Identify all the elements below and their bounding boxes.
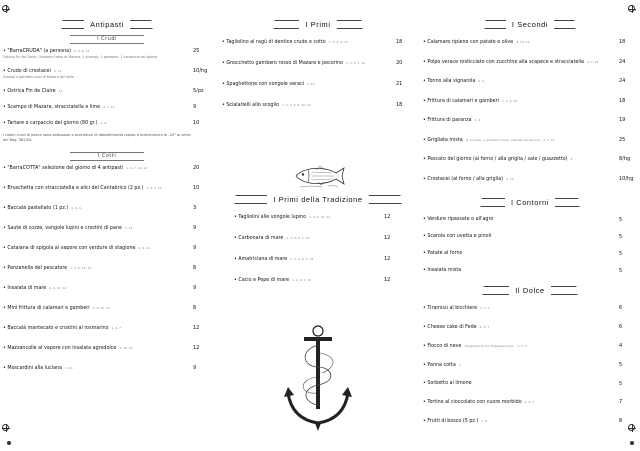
menu-item-name: • Fiocco di neve [423, 344, 462, 349]
registration-mark-icon [2, 424, 9, 431]
menu-item-name: • Tagliolini alle vongole lupino [234, 215, 307, 220]
menu-item-name: • Cacio e Pepe di mare [234, 278, 290, 283]
menu-item-name: • Insalata mista [423, 268, 462, 273]
menu-item [423, 234, 637, 240]
anchor-illustration-icon [282, 323, 354, 433]
allergen-codes: 1, 4 [474, 118, 481, 122]
allergen-codes: 1, 3, 7 [517, 344, 527, 348]
contorni-title: I Contorni [505, 198, 555, 207]
allergen-codes: 4, 8 [100, 121, 107, 125]
menu-item-name: • Tonno alla vignarola [423, 79, 476, 84]
menu-item [423, 217, 637, 223]
tradizione-title: I Primi della Tradizione [267, 195, 368, 204]
allergen-codes: 1, 4, 7 [111, 326, 122, 331]
allergen-codes: 4, 7, 14 [586, 59, 599, 64]
registration-mark-icon [628, 424, 635, 431]
contorni-list [423, 217, 637, 274]
menu-item [3, 265, 211, 272]
menu-item-name: • Ostrica Fin de Claire [3, 89, 56, 94]
menu-item-price: 12 [193, 325, 200, 332]
menu-item [423, 78, 637, 85]
menu-item-price: 25 [193, 48, 200, 54]
menu-item-name-wrap [423, 234, 619, 240]
menu-item-name-wrap [234, 235, 384, 242]
menu-item-price: 8 [193, 265, 197, 272]
menu-item-note: (fragrante di Ciro Poppella) al pz. [464, 344, 515, 348]
menu-item-name: • Carbonara di mare [234, 236, 284, 241]
menu-item-name: • Patate al forno [423, 251, 463, 256]
menu-item-name-wrap [222, 39, 396, 46]
menu-item-name-wrap [423, 399, 619, 406]
secondi-section [423, 18, 637, 424]
menu-item-price: 21 [396, 81, 403, 87]
menu-item-name: • Panzanella del pescatore [3, 266, 68, 272]
menu-item-price: 8 [193, 305, 197, 312]
menu-item-name: • Cheese cake di Fede [423, 325, 477, 330]
menu-item-name: • Spaghettone con vongole veraci [222, 82, 305, 87]
allergen-codes: 1, 4, 7, 12, 14 [126, 166, 148, 171]
menu-item [234, 256, 402, 263]
menu-item-name: • Baccalà pastellato (1 pz.) [3, 206, 69, 212]
menu-item-price: 5 [619, 381, 623, 387]
menu-item-description: Ostrica Fin de Claire, Gambero rosso di Mazara, 1 scampo, 1 gambero, 1 carpaccio del giorno [3, 55, 158, 59]
menu-item-name: • Frittura di paranza [423, 118, 472, 123]
menu-item [3, 365, 211, 372]
allergen-codes: 1, 2, 4, 7, 12 [292, 278, 312, 282]
menu-item-name: • Amatriciana di mare [234, 257, 288, 262]
menu-item-name-wrap [3, 205, 193, 212]
antipasti-banner [61, 18, 153, 31]
allergen-codes: 2, 4, 8, 14 [74, 49, 90, 53]
menu-item-price: 9 [193, 285, 197, 292]
allergen-codes: 1, 14 [65, 366, 73, 371]
menu-item-price: 10 [193, 120, 200, 126]
menu-item [3, 104, 211, 111]
menu-item-name: • "BarraCOTTA" selezione del giorno di 4 antipasti [3, 166, 124, 172]
menu-item-price: 25 [619, 136, 626, 143]
allergen-codes: 1, 3, 9, 12, 14 [309, 215, 331, 219]
primi-section [222, 18, 414, 283]
secondi-title: I Secondi [506, 20, 554, 29]
allergen-codes: 1, 2, 3, 7, 12 [345, 61, 366, 65]
menu-item-name: • Scialatielli allo scoglio [222, 103, 280, 108]
menu-item [3, 305, 211, 312]
allergen-codes: 2, 7, 12 [103, 105, 115, 109]
menu-item [423, 59, 637, 66]
menu-item-price: 10/hg [193, 68, 208, 74]
menu-item [423, 305, 637, 312]
menu-item-price: 3 [193, 205, 197, 212]
menu-item-price: 9 [193, 225, 197, 232]
primi-title: I Primi [299, 20, 336, 29]
allergen-codes: 4, 9 [478, 79, 485, 83]
allergen-codes: 1, 14 [307, 82, 315, 86]
menu-item [3, 245, 211, 252]
allergen-codes: 2, 12 [53, 69, 62, 73]
menu-item-price: 6 [619, 305, 623, 311]
crudi-subheading: I Crudi [70, 35, 144, 44]
menu-item-name-wrap [423, 324, 619, 331]
menu-item-name: • Pescato del giorno (al forno / alla griglia / sale / guazzetto) [423, 157, 568, 162]
menu-item-price: 10 [193, 185, 200, 192]
menu-item-note: (1 scampo, 2 gamberi, tonno, pescato del giorno) [465, 137, 541, 142]
dolce-banner [482, 284, 578, 297]
menu-item-name-wrap [423, 156, 619, 163]
menu-item-name-wrap [3, 48, 193, 59]
menu-item-price: 8 [619, 418, 623, 424]
allergen-codes: 1, 2, 4, 14 [501, 98, 518, 103]
contorni-section [423, 196, 637, 274]
menu-item-name: • Gnocchetto gambero rosso di Mazara e pecorino [222, 61, 343, 66]
menu-item-name-wrap [222, 102, 396, 109]
menu-item-name-wrap [3, 88, 193, 95]
menu-item-price: 18 [396, 39, 403, 45]
menu-item-name: • Verdure ripassate o all'agro [423, 217, 494, 222]
menu-item-name: • Sauté di cozze, vongole lupini e crostini di pane [3, 226, 122, 232]
menu-item-price: 18 [619, 97, 626, 104]
menu-item-name-wrap [423, 117, 619, 124]
menu-item-name: • Panna cotta [423, 363, 456, 368]
menu-item-price: 12 [193, 345, 200, 352]
menu-item-price: 5 [619, 234, 623, 240]
menu-item-price: 10/hg [619, 175, 634, 182]
menu-item-name-wrap [423, 217, 619, 223]
menu-item-name: • Moscardini alla luciana [3, 366, 62, 372]
menu-item-name-wrap [423, 78, 619, 85]
dolce-list [423, 305, 637, 425]
menu-item [3, 225, 211, 232]
menu-item [222, 81, 414, 88]
menu-item-name-wrap [3, 365, 193, 372]
menu-item [234, 235, 402, 242]
menu-item [423, 324, 637, 331]
menu-item [3, 120, 211, 127]
menu-item-name: • Calamaro ripieno con patate e olive [423, 40, 514, 45]
menu-item-name-wrap [423, 137, 619, 144]
menu-item [222, 102, 414, 109]
menu-item-name-wrap [3, 120, 193, 127]
menu-item-name-wrap [3, 104, 193, 111]
menu-item [3, 165, 211, 172]
menu-item-price: 4 [619, 343, 623, 349]
primi-banner [273, 18, 363, 31]
allergen-codes: 4 [570, 157, 573, 161]
menu-item [423, 251, 637, 257]
menu-item-name: • Crudo di crostacei [3, 69, 51, 74]
menu-item [423, 98, 637, 105]
menu-item-price: 12 [384, 277, 391, 283]
menu-item-price: 5/pz [193, 88, 204, 94]
crudi-list [3, 48, 211, 127]
menu-item-price: 9 [193, 104, 197, 110]
menu-item-name: • Scampo di Mazara, stracciatella e lime [3, 105, 101, 110]
menu-item [3, 285, 211, 292]
registration-dot-icon [7, 441, 11, 445]
menu-item-name-wrap [222, 81, 396, 88]
menu-item [222, 60, 414, 67]
menu-item-name-wrap [234, 214, 384, 221]
antipasti-section [3, 18, 211, 372]
menu-item-name-wrap [423, 343, 619, 350]
allergen-codes: 1, 8 [481, 419, 488, 423]
menu-item [234, 277, 402, 284]
menu-item [3, 325, 211, 332]
menu-item-name: • Tortino al cioccolato con cuore morbido [423, 400, 522, 405]
secondi-list [423, 39, 637, 183]
menu-item-name-wrap [423, 418, 619, 425]
menu-item [3, 185, 211, 192]
menu-item-name-wrap [222, 60, 396, 67]
menu-item [234, 214, 402, 221]
menu-item [423, 268, 637, 274]
antipasti-title: Antipasti [84, 20, 130, 29]
menu-item-name-wrap [423, 39, 619, 46]
menu-item-name-wrap [423, 98, 619, 105]
menu-item-name-wrap [3, 325, 193, 332]
menu-item-name: • Insalata di mare [3, 286, 47, 292]
fish-illustration-icon [292, 164, 346, 188]
menu-item-price: 12 [384, 235, 391, 241]
menu-item-price: 24 [619, 58, 626, 65]
allergen-codes: 1, 2, 4, 12, 14 [70, 266, 92, 271]
menu-item-name-wrap [3, 165, 193, 172]
menu-item [423, 39, 637, 46]
menu-item-price: 9 [193, 365, 197, 372]
menu-item [423, 117, 637, 124]
allergen-codes: 2, 12 [506, 176, 514, 181]
menu-item-price: 12 [384, 256, 391, 262]
menu-item-name-wrap [3, 245, 193, 252]
menu-item-name-wrap [423, 305, 619, 312]
menu-item-name: • Catalana di spigola al vapore con verdure di stagione [3, 246, 136, 252]
menu-item-name-wrap [3, 345, 193, 352]
allergen-codes: 14 [58, 89, 63, 93]
menu-item [423, 418, 637, 425]
menu-item-name-wrap [3, 185, 193, 192]
menu-item-name: • Bruschetta con stracciatella e alici del Cantabrico (2 pz.) [3, 186, 144, 192]
allergen-codes: 1, 2, 12, 14 [92, 306, 110, 311]
tradizione-list [234, 214, 402, 284]
dolce-title: Il Dolce [509, 286, 550, 295]
menu-item-price: 7 [619, 399, 623, 405]
cotti-subheading: I Cotti [70, 152, 144, 161]
allergen-codes: 2, 4, 14 [543, 137, 555, 142]
menu-item-name-wrap [234, 256, 384, 263]
allergen-codes: 1, 2, 4, 9, 7, 14 [290, 257, 314, 261]
allergen-codes: 1, 2, 3, 4, 7, 12 [286, 236, 310, 240]
menu-item-price: 9 [193, 245, 197, 252]
menu-item [423, 137, 637, 144]
menu-item [423, 176, 637, 183]
registration-mark-icon [628, 5, 635, 12]
menu-item-price: 20 [396, 60, 403, 66]
allergen-codes: 1, 4, 7, 12 [146, 186, 162, 191]
menu-item-name: • Mazzancolle al vapore con insalata agrodolce [3, 346, 117, 352]
menu-item-name: • Sorbetto al limone [423, 381, 472, 386]
menu-item-name-wrap [423, 251, 619, 257]
tradizione-banner [234, 193, 402, 206]
allergen-codes: 7 [458, 363, 461, 367]
raw-fish-note: I nostri crudi di pesce sono sottoposti a procedure di abbattimento rapido a temperatura di -20° ai sensi del Reg. 582/04. [3, 133, 191, 142]
menu-item-price: 8/hg [619, 156, 631, 162]
menu-item-name: • Tiramisù al bicchiere [423, 306, 478, 311]
menu-item-name: • Tagliolino al ragù di dentice crudo e cotto [222, 40, 326, 45]
allergen-codes: 2, 10, 12 [119, 346, 133, 351]
menu-item-price: 5 [619, 268, 623, 274]
menu-item-name-wrap [3, 68, 193, 79]
menu-item [3, 205, 211, 212]
allergen-codes: 1, 3, 4 [71, 206, 81, 211]
menu-item [3, 48, 211, 59]
menu-item-name-wrap [3, 265, 193, 272]
registration-mark-icon [2, 5, 9, 12]
menu-item-price: 5 [619, 251, 623, 257]
menu-item [423, 156, 637, 163]
registration-dot-icon [630, 441, 634, 445]
allergen-codes: 1, 2, 3, 4, 6, 12, 14 [282, 103, 311, 107]
menu-item-name-wrap [3, 305, 193, 312]
menu-item-name: • Baccalà mantecato e crostini al rosmarino [3, 326, 109, 332]
dolce-section [423, 284, 637, 425]
menu-item-name: • Frutti di bosco (5 pz.) [423, 419, 479, 424]
allergen-codes: 1, 3, 7 [479, 325, 490, 329]
menu-item [423, 381, 637, 387]
menu-item [3, 345, 211, 352]
menu-item [3, 68, 211, 79]
menu-item-price: 12 [384, 214, 391, 220]
allergen-codes: 2, 4, 12, 14 [49, 286, 67, 291]
menu-item-name: • Grigliata mista [423, 137, 463, 143]
menu-item-price: 18 [619, 39, 626, 45]
menu-item-name-wrap [423, 59, 619, 66]
menu-item-name-wrap [423, 381, 619, 387]
menu-item-name: • Tartare o carpaccio del giorno (80 gr.) [3, 121, 98, 126]
menu-item-name-wrap [234, 277, 384, 284]
menu-item-name-wrap [423, 268, 619, 274]
cotti-list [3, 165, 211, 372]
menu-item [423, 343, 637, 350]
menu-item-name: • Scarola con uvetta e pinoli [423, 234, 492, 239]
menu-item-description: Scampi e gamberi rossi di Mazara del Vallo [3, 75, 74, 79]
allergen-codes: 1, 14 [124, 226, 133, 231]
menu-item-name-wrap [3, 225, 193, 232]
menu-item-name: • Frittura di calamari e gamberi [423, 98, 499, 104]
menu-item-name: • Crostacei (al forno / alla griglia) [423, 176, 504, 182]
menu-item-name-wrap [423, 362, 619, 369]
menu-item-price: 18 [396, 102, 403, 108]
menu-item [222, 39, 414, 46]
menu-item-price: 24 [619, 78, 626, 84]
primi-list [222, 39, 414, 109]
contorni-banner [480, 196, 580, 209]
allergen-codes: 1, 3, 7 [524, 400, 535, 404]
menu-item-name: • "BarraCRUDA" (a persona) [3, 49, 71, 54]
allergen-codes: 4, 12, 14 [516, 40, 530, 44]
menu-item-price: 5 [619, 217, 623, 223]
menu-item-name: • Polpo verace rosticciato con zucchine alla scapece e stracciatella [423, 59, 584, 65]
menu-item-price: 19 [619, 117, 626, 123]
menu-item [3, 88, 211, 95]
menu-item-price: 20 [193, 165, 200, 172]
allergen-codes: 4, 9, 12 [138, 246, 150, 251]
secondi-banner [484, 18, 576, 31]
menu-item-name-wrap [3, 285, 193, 292]
menu-item-price: 6 [619, 324, 623, 330]
menu-item-name: • Mini frittura di calamari e gamberi [3, 306, 90, 312]
menu-item-price: 5 [619, 362, 623, 368]
allergen-codes: 1, 3, 4, 9, 12 [328, 40, 348, 44]
menu-item [423, 362, 637, 369]
menu-item [423, 399, 637, 406]
allergen-codes: 1, 3, 7 [480, 306, 490, 310]
menu-item-name-wrap [423, 176, 619, 183]
